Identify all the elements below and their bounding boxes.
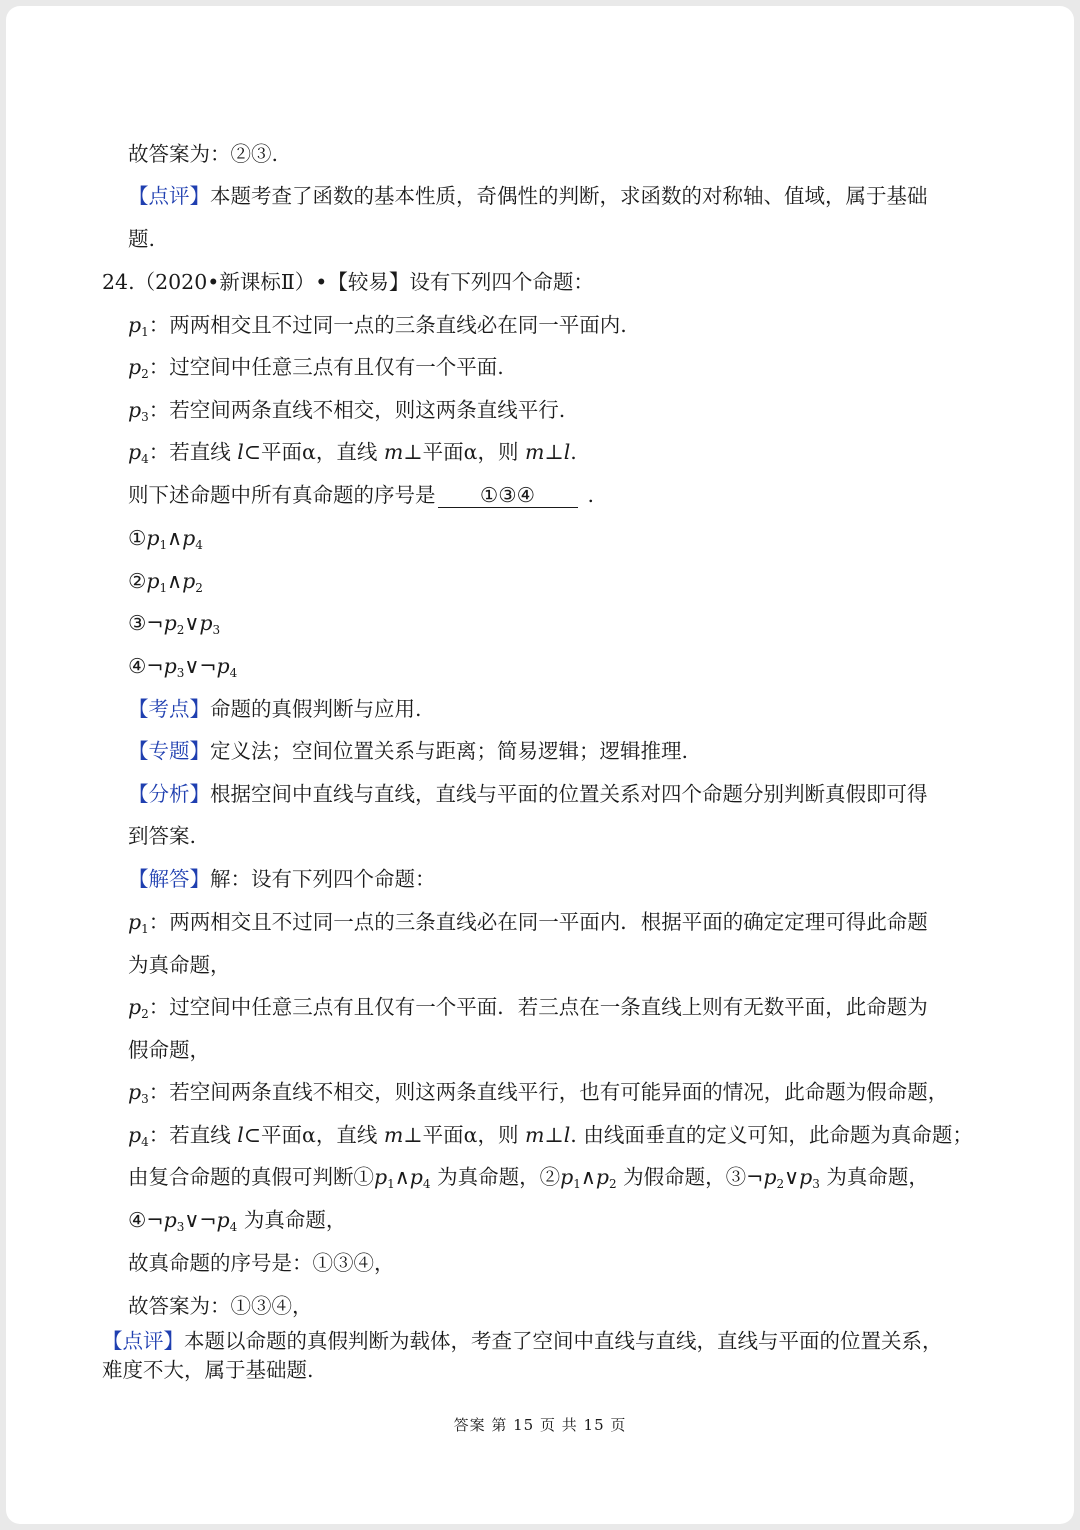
proposition-p1: $p_1$：两两相交且不过同一点的三条直线必在同一平面内. (128, 313, 627, 339)
proposition-p4: $p_4$：若直线 l⊂平面α，直线 m⊥平面α，则 m⊥l. (128, 440, 577, 466)
review-line-cont: 题. (128, 227, 156, 251)
final-review-line: 【点评】本题以命题的真假判断为载体，考查了空间中直线与直线，直线与平面的位置关系， (102, 1329, 943, 1353)
solution-p1-cont: 为真命题， (128, 953, 231, 977)
page-footer: 答案 第 15 页 共 15 页 (453, 1416, 627, 1434)
question-header: 24.（2020•新课标Ⅱ）•【较易】设有下列四个命题： (102, 270, 594, 294)
kaodian-tag: 【考点】 (128, 697, 210, 721)
review-tag: 【点评】 (128, 184, 210, 208)
jieda-line: 【解答】解：设有下列四个命题： (128, 867, 436, 891)
review-line: 【点评】本题考查了函数的基本性质，奇偶性的判断，求函数的对称轴、值域，属于基础 (128, 184, 928, 208)
answer-blank: ①③④ (438, 483, 578, 508)
solution-p2: $p_2$：过空间中任意三点有且仅有一个平面．若三点在一条直线上则有无数平面，此命题为 (128, 995, 928, 1021)
solution-p4: $p_4$：若直线 l⊂平面α，直线 m⊥平面α，则 m⊥l. 由线面垂直的定义可知，此命题为真命题； (128, 1123, 973, 1149)
compound-line-cont: $④\neg p_3\vee\neg p_4$ 为真命题， (128, 1208, 347, 1234)
kaodian-line: 【考点】命题的真假判断与应用. (128, 697, 422, 721)
fenxi-line: 【分析】根据空间中直线与直线，直线与平面的位置关系对四个命题分别判断真假即可得 (128, 782, 928, 806)
document-page (6, 6, 1074, 1524)
solution-p3: $p_3$：若空间两条直线不相交，则这两条直线平行，也有可能异面的情况，此命题为假命题， (128, 1080, 949, 1106)
final-review-line-cont: 难度不大，属于基础题. (102, 1358, 314, 1382)
zhuanti-line: 【专题】定义法；空间位置关系与距离；简易逻辑；逻辑推理. (128, 739, 689, 763)
option-1: $①p_1\wedge p_4$ (128, 526, 203, 552)
option-4: $④\neg p_3\vee\neg p_4$ (128, 654, 238, 680)
zhuanti-tag: 【专题】 (128, 739, 210, 763)
proposition-p2: $p_2$：过空间中任意三点有且仅有一个平面. (128, 355, 504, 381)
conclusion-line: 故真命题的序号是：①③④， (128, 1251, 395, 1275)
jieda-tag: 【解答】 (128, 867, 210, 891)
final-answer-line: 故答案为：①③④， (128, 1294, 313, 1318)
fenxi-line-cont: 到答案. (128, 824, 197, 848)
proposition-p3: $p_3$：若空间两条直线不相交，则这两条直线平行. (128, 398, 566, 424)
solution-p1: $p_1$：两两相交且不过同一点的三条直线必在同一平面内．根据平面的确定定理可得此命题 (128, 910, 928, 936)
option-2: $②p_1\wedge p_2$ (128, 569, 203, 595)
option-3: $③\neg p_2\vee p_3$ (128, 611, 221, 637)
answer-line: 故答案为：②③. (128, 142, 279, 166)
final-review-tag: 【点评】 (102, 1329, 184, 1353)
fenxi-tag: 【分析】 (128, 782, 210, 806)
solution-p2-cont: 假命题， (128, 1038, 210, 1062)
question-ask: 则下述命题中所有真命题的序号是 ①③④ . (128, 483, 595, 507)
compound-line: 由复合命题的真假可判断$①p_1\wedge p_4$ 为真命题，$②p_1\wedge p_2$ 为假命题，$③\neg p_2\vee p_3$ 为真命题， (128, 1165, 929, 1191)
